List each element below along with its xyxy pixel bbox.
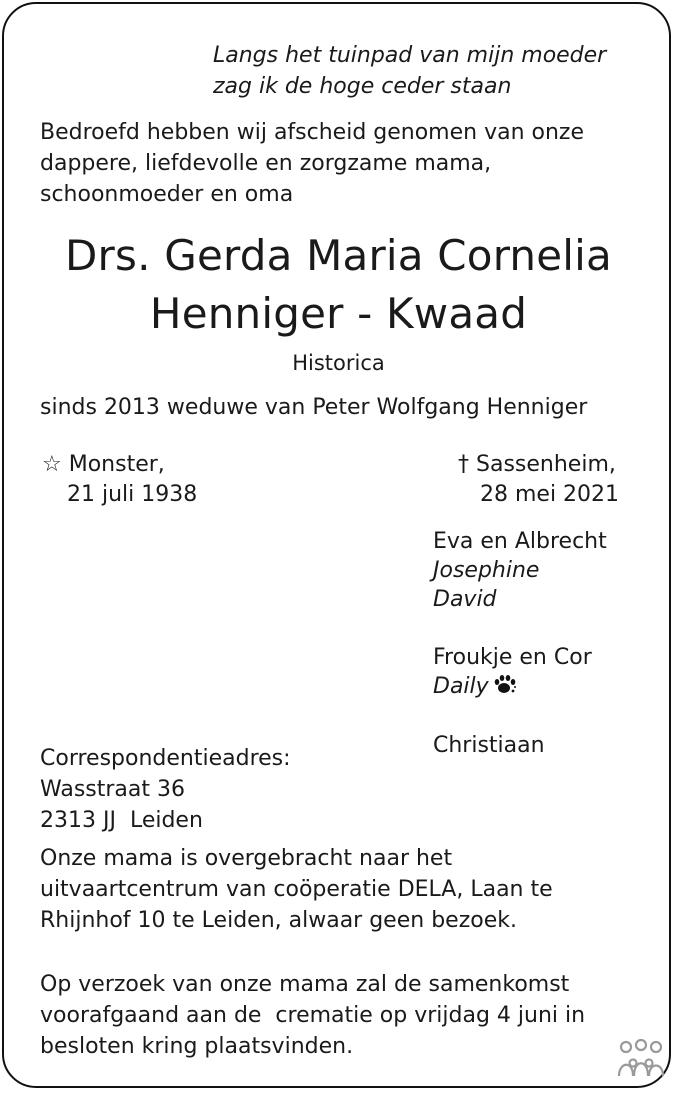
birth-place: [42, 450, 165, 480]
paragraph-2-line-3: besloten kring plaatsvinden.: [40, 1034, 354, 1059]
grandchild: Josephine: [433, 558, 540, 583]
intro-line-3: schoonmoeder en oma: [40, 182, 294, 207]
paw-print-icon: [493, 674, 517, 704]
family-parents: Eva en Albrecht: [433, 529, 607, 554]
people-group-icon: [616, 1038, 666, 1080]
family-pet-line: [433, 672, 592, 704]
paragraph-2: [40, 969, 585, 1062]
paragraph-1-line-2: uitvaartcentrum van coöperatie DELA, Laan te: [40, 877, 553, 902]
death-date: 28 mei 2021: [480, 482, 620, 507]
birth-place-label: Monster,: [68, 452, 165, 477]
death-place: [458, 450, 616, 480]
paragraph-2-line-2: voorafgaand aan de crematie op vrijdag 4 juni in: [40, 1003, 586, 1028]
grandchild: David: [433, 587, 497, 612]
family-group-1: [433, 527, 607, 614]
deceased-name-line-2: Henniger - Kwaad: [149, 289, 528, 338]
family-group-2: [433, 643, 592, 704]
paragraph-2-line-1: Op verzoek van onze mama zal de samenkomst: [40, 972, 570, 997]
widow-of: sinds 2013 weduwe van Peter Wolfgang Henniger: [40, 395, 588, 420]
correspondence-label: Correspondentieadres:: [40, 746, 291, 771]
star-icon: ☆: [42, 452, 62, 477]
death-place-label: Sassenheim,: [476, 452, 616, 477]
poem-line-2: zag ik de hoge ceder staan: [213, 74, 512, 99]
poem: [213, 40, 606, 102]
intro-text: [40, 117, 584, 210]
birth-date: 21 juli 1938: [67, 482, 198, 507]
paragraph-1-line-3: Rhijnhof 10 te Leiden, alwaar geen bezoek.: [40, 908, 517, 933]
family-group-3: Christiaan: [433, 733, 545, 758]
correspondence-street: Wasstraat 36: [40, 777, 185, 802]
paragraph-1: [40, 843, 553, 936]
correspondence-city: 2313 JJ Leiden: [40, 808, 203, 833]
intro-line-1: Bedroefd hebben wij afscheid genomen van onze: [40, 120, 585, 145]
deceased-name-line-1: Drs. Gerda Maria Cornelia: [65, 231, 612, 280]
pet-name: Daily: [433, 674, 489, 699]
cross-icon: †: [458, 452, 469, 477]
correspondence-address: [40, 743, 291, 836]
intro-line-2: dappere, liefdevolle en zorgzame mama,: [40, 151, 492, 176]
paragraph-1-line-1: Onze mama is overgebracht naar het: [40, 846, 453, 871]
profession: Historica: [292, 351, 385, 375]
family-parents: Froukje en Cor: [433, 645, 592, 670]
poem-line-1: Langs het tuinpad van mijn moeder: [213, 43, 607, 68]
